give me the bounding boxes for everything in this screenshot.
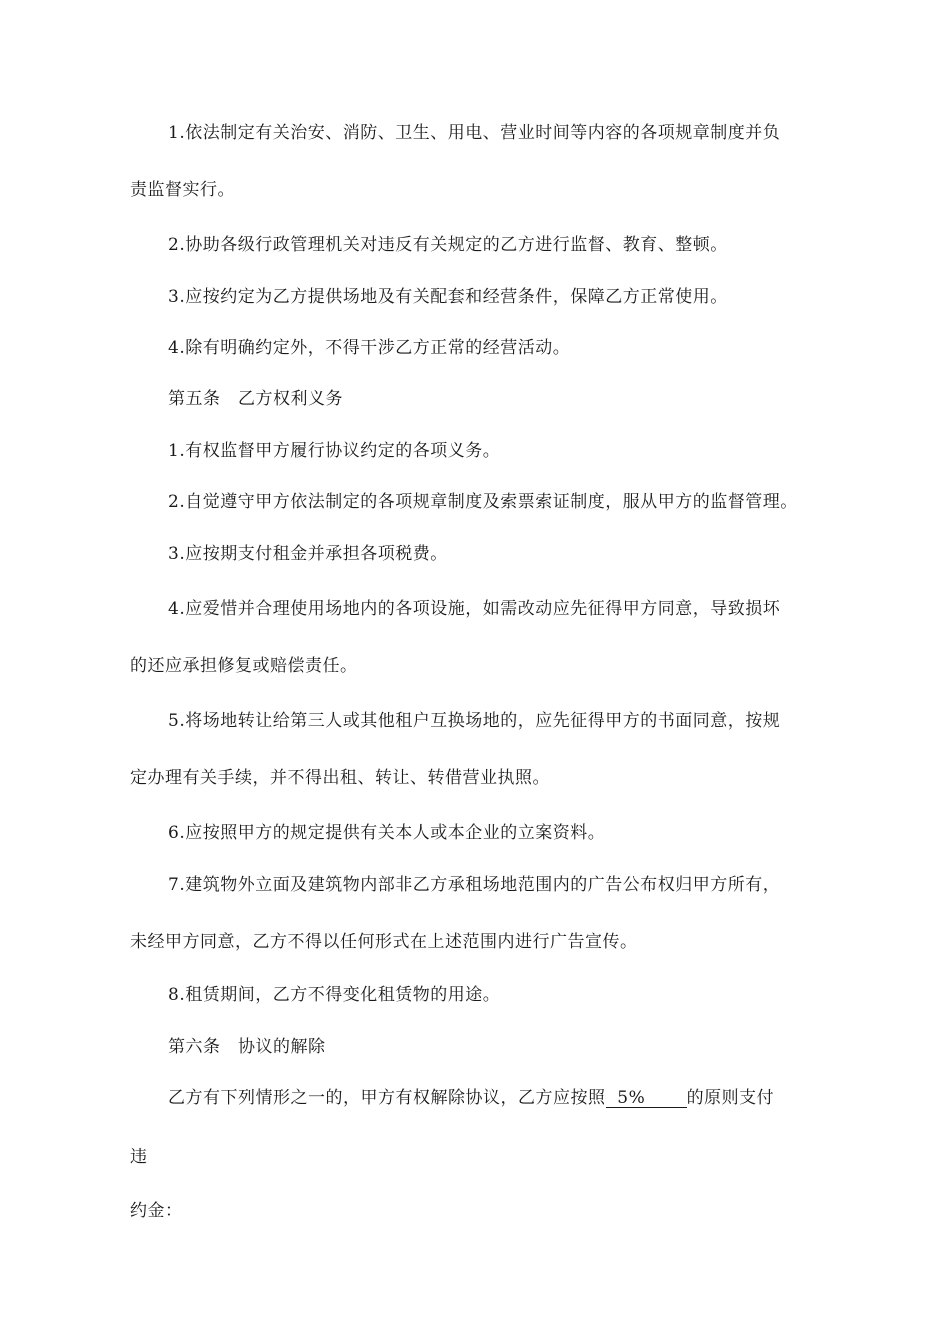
- paragraph-line: 4.应爱惜并合理使用场地内的各项设施，如需改动应先征得甲方同意，导致损坏: [168, 599, 781, 619]
- paragraph-line: 违: [130, 1147, 148, 1167]
- paragraph-line: 3.应按约定为乙方提供场地及有关配套和经营条件，保障乙方正常使用。: [168, 287, 728, 307]
- paragraph-line: 7.建筑物外立面及建筑物内部非乙方承租场地范围内的广告公布权归甲方所有，: [168, 875, 781, 895]
- section-heading: 第五条 乙方权利义务: [168, 389, 343, 409]
- penalty-blank-field: 5%: [605, 1088, 687, 1108]
- paragraph-line: 8.租赁期间，乙方不得变化租赁物的用途。: [168, 985, 501, 1005]
- paragraph-line: 责监督实行。: [130, 180, 235, 200]
- paragraph-line: 1.依法制定有关治安、消防、卫生、用电、营业时间等内容的各项规章制度并负: [168, 123, 781, 143]
- paragraph-line: 5.将场地转让给第三人或其他租户互换场地的，应先征得甲方的书面同意，按规: [168, 711, 781, 731]
- paragraph-line: 约金：: [130, 1201, 183, 1221]
- paragraph-line: 4.除有明确约定外，不得干涉乙方正常的经营活动。: [168, 338, 571, 358]
- paragraph-line: 的还应承担修复或赔偿责任。: [130, 656, 358, 676]
- paragraph-line: 2.协助各级行政管理机关对违反有关规定的乙方进行监督、教育、整顿。: [168, 235, 728, 255]
- paragraph-line: 6.应按照甲方的规定提供有关本人或本企业的立案资料。: [168, 823, 606, 843]
- paragraph-line: 2.自觉遵守甲方依法制定的各项规章制度及索票索证制度，服从甲方的监督管理。: [168, 492, 798, 512]
- section-heading: 第六条 协议的解除: [168, 1037, 326, 1057]
- paragraph-line: 未经甲方同意，乙方不得以任何形式在上述范围内进行广告宣传。: [130, 932, 638, 952]
- penalty-text-before: 乙方有下列情形之一的，甲方有权解除协议，乙方应按照: [168, 1088, 606, 1108]
- penalty-line: [168, 1087, 774, 1109]
- paragraph-line: 1.有权监督甲方履行协议约定的各项义务。: [168, 441, 501, 461]
- paragraph-line: 定办理有关手续，并不得出租、转让、转借营业执照。: [130, 768, 550, 788]
- paragraph-line: 3.应按期支付租金并承担各项税费。: [168, 544, 448, 564]
- penalty-text-after: 的原则支付: [686, 1088, 775, 1108]
